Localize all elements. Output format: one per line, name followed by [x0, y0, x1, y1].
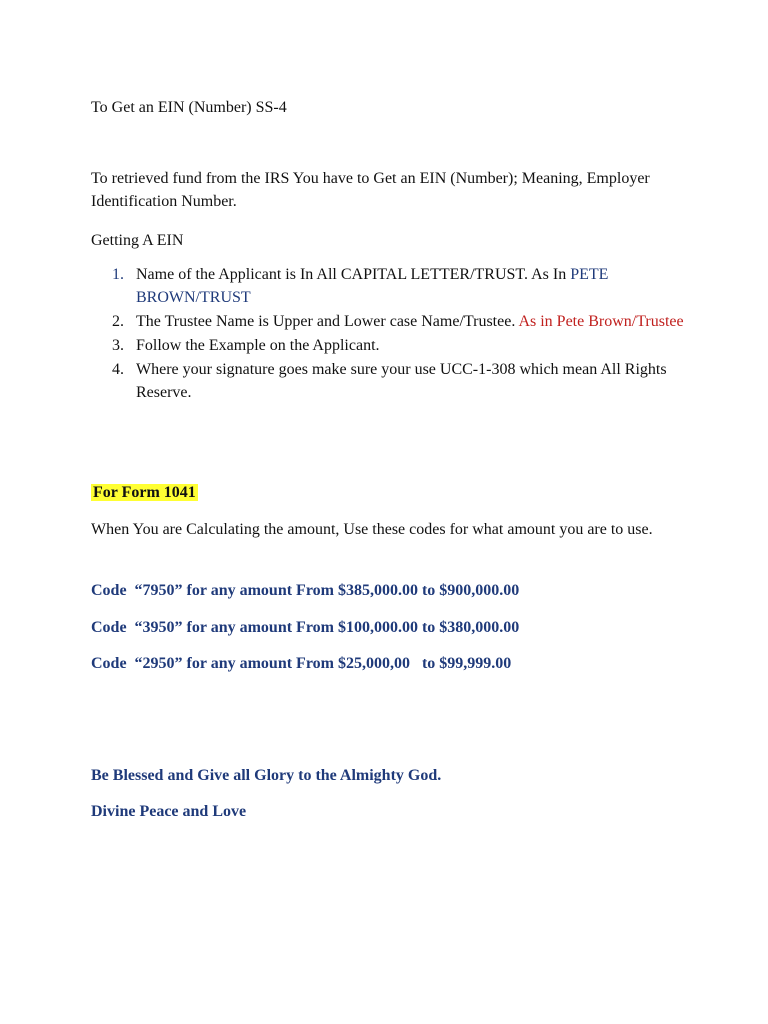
- form-intro-paragraph: When You are Calculating the amount, Use these codes for what amount you are to use.: [91, 521, 653, 538]
- form-heading: [91, 482, 198, 504]
- list-item: [91, 263, 691, 309]
- step-text: The Trustee Name is Upper and Lower case Name/Trustee.: [136, 313, 519, 330]
- intro-paragraph: To retrieved fund from the IRS You have to Get an EIN (Number); Meaning, Employer Identification Number.: [91, 170, 650, 210]
- step-example-red: As in Pete Brown/Trustee: [518, 313, 684, 330]
- code-line: Code “7950” for any amount From $385,000.00 to $900,000.00: [91, 582, 520, 599]
- blessing-line: Be Blessed and Give all Glory to the Almighty God.: [91, 767, 442, 784]
- step-text: Follow the Example on the Applicant.: [136, 337, 380, 354]
- step-number: 3.: [112, 337, 124, 354]
- steps-list: [91, 263, 691, 405]
- step-text: Name of the Applicant is In All CAPITAL LETTER/TRUST. As In: [136, 266, 571, 283]
- code-line: Code “2950” for any amount From $25,000,00 to $99,999.00: [91, 655, 512, 672]
- doc-title: To Get an EIN (Number) SS-4: [91, 99, 287, 116]
- step-number: 4.: [112, 361, 124, 378]
- list-item: [91, 310, 691, 333]
- code-line: Code “3950” for any amount From $100,000.00 to $380,000.00: [91, 619, 520, 636]
- list-item: [91, 334, 691, 357]
- step-number: 2.: [112, 313, 124, 330]
- step-example-blue: PETE BROWN/TRUST: [136, 266, 609, 306]
- form-label-highlight: For Form 1041: [93, 484, 196, 501]
- step-text: Where your signature goes make sure your use UCC-1-308 which mean All Rights Reserve.: [136, 361, 667, 401]
- step-number: 1.: [112, 266, 124, 283]
- subheading: Getting A EIN: [91, 232, 184, 249]
- list-item: [91, 358, 691, 404]
- closing-line: Divine Peace and Love: [91, 803, 247, 820]
